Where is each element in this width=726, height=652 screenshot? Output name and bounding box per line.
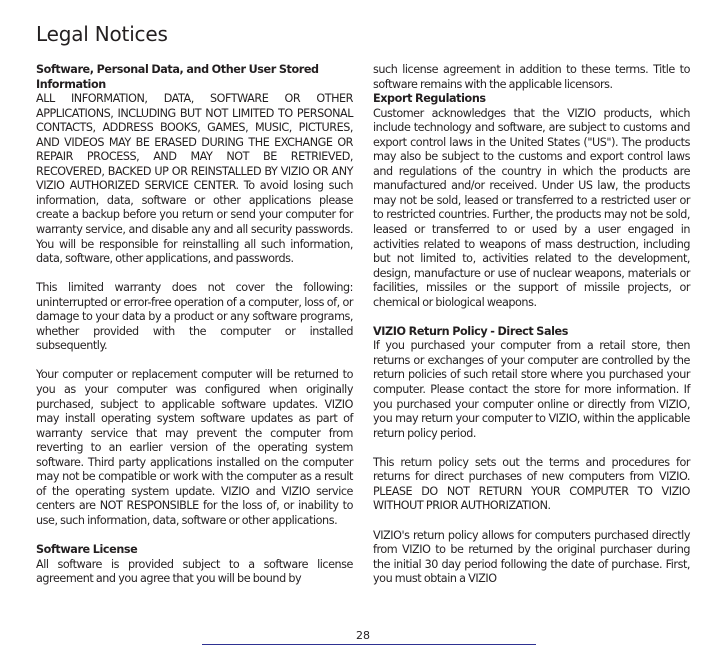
paragraph-license-continuation: such license agreement in addition to these terms. Title to software remains with the applicable licensors. xyxy=(373,63,690,91)
paragraph-data-erasure-notice: ALL INFORMATION, DATA, SOFTWARE OR OTHER APPLICATIONS, INCLUDING BUT NOT LIMITED TO PERSONAL CONTACTS, ADDRESS BOOKS, GAMES, MUSIC, PICTURES, AND VIDEOS MAY BE ERASED DURING THE EXCHANGE OR REPAIR PROCESS, AND MAY NOT BE RETRIEVED, RECOVERED, BACKED UP OR REINSTALLED BY VIZIO OR ANY VIZIO AUTHORIZED SERVICE CENTER. To avoid losing such information, data, software or other applications please create a backup before you return or send your computer for warranty service, and disable any and all security passwords. You will be responsible for reinstalling all such information, data, software, other applications, and passwords. xyxy=(36,92,353,266)
section-heading-return-policy: VIZIO Return Policy - Direct Sales xyxy=(373,324,568,338)
left-column xyxy=(36,63,353,587)
right-column xyxy=(373,63,690,587)
paragraph-warranty-exclusions: This limited warranty does not cover the following: uninterrupted or error-free operation of a computer, loss of, or damage to your data by a product or any software programs, whether provided with the computer or installed subsequently. xyxy=(36,281,353,353)
footer-rule xyxy=(202,644,536,645)
section-heading-export-regulations: Export Regulations xyxy=(373,92,486,106)
paragraph-retail-returns: If you purchased your computer from a retail store, then returns or exchanges of your computer are controlled by the return policies of such retail store where you purchased your computer. Please contact the store for more information. If you purchased your computer online or directly from VIZIO, you may return your computer to VIZIO, within the applicable return policy period. xyxy=(373,339,690,440)
page-title: Legal Notices xyxy=(36,22,168,46)
paragraph-return-procedures: This return policy sets out the terms and procedures for returns for direct purchases of new computers from VIZIO. PLEASE DO NOT RETURN YOUR COMPUTER TO VIZIO WITHOUT PRIOR AUTHORIZATION. xyxy=(373,455,690,513)
section-heading-software-personal-data: Software, Personal Data, and Other User Stored Information xyxy=(36,63,319,91)
paragraph-replacement-computer: Your computer or replacement computer will be returned to you as your computer was configured when originally purchased, subject to applicable software updates. VIZIO may install operating system software updates as part of warranty service that may prevent the computer from reverting to an earlier version of the operating system software. Third party applications installed on the computer may not be compatible or work with the computer as a result of the operating system update. VIZIO and VIZIO service centers are NOT RESPONSIBLE for the loss of, or inability to use, such information, data, software or other applications. xyxy=(36,368,353,527)
section-heading-software-license: Software License xyxy=(36,543,138,557)
paragraph-export-regulations: Customer acknowledges that the VIZIO products, which include technology and software, are subject to customs and export control laws in the United States ("US"). The products may also be subject to the customs and export control laws and regulations of the country in which the products are manufactured and/or received. Under US law, the products may not be sold, leased or transferred to a restricted user or to restricted countries. Further, the products may not be sold, leased or transferred to or used by a user engaged in activities related to weapons of mass destruction, including but not limited to, activities related to the development, design, manufacture or use of nuclear weapons, materials or facilities, missiles or the support of missile projects, or chemical or biological weapons. xyxy=(373,106,690,309)
page-number: 28 xyxy=(356,629,370,642)
paragraph-30-day-returns: VIZIO's return policy allows for computers purchased directly from VIZIO to be returned by the original purchaser during the initial 30 day period following the date of purchase. First, you must obtain a VIZIO xyxy=(373,528,690,586)
paragraph-software-license: All software is provided subject to a software license agreement and you agree that you will be bound by xyxy=(36,557,353,586)
